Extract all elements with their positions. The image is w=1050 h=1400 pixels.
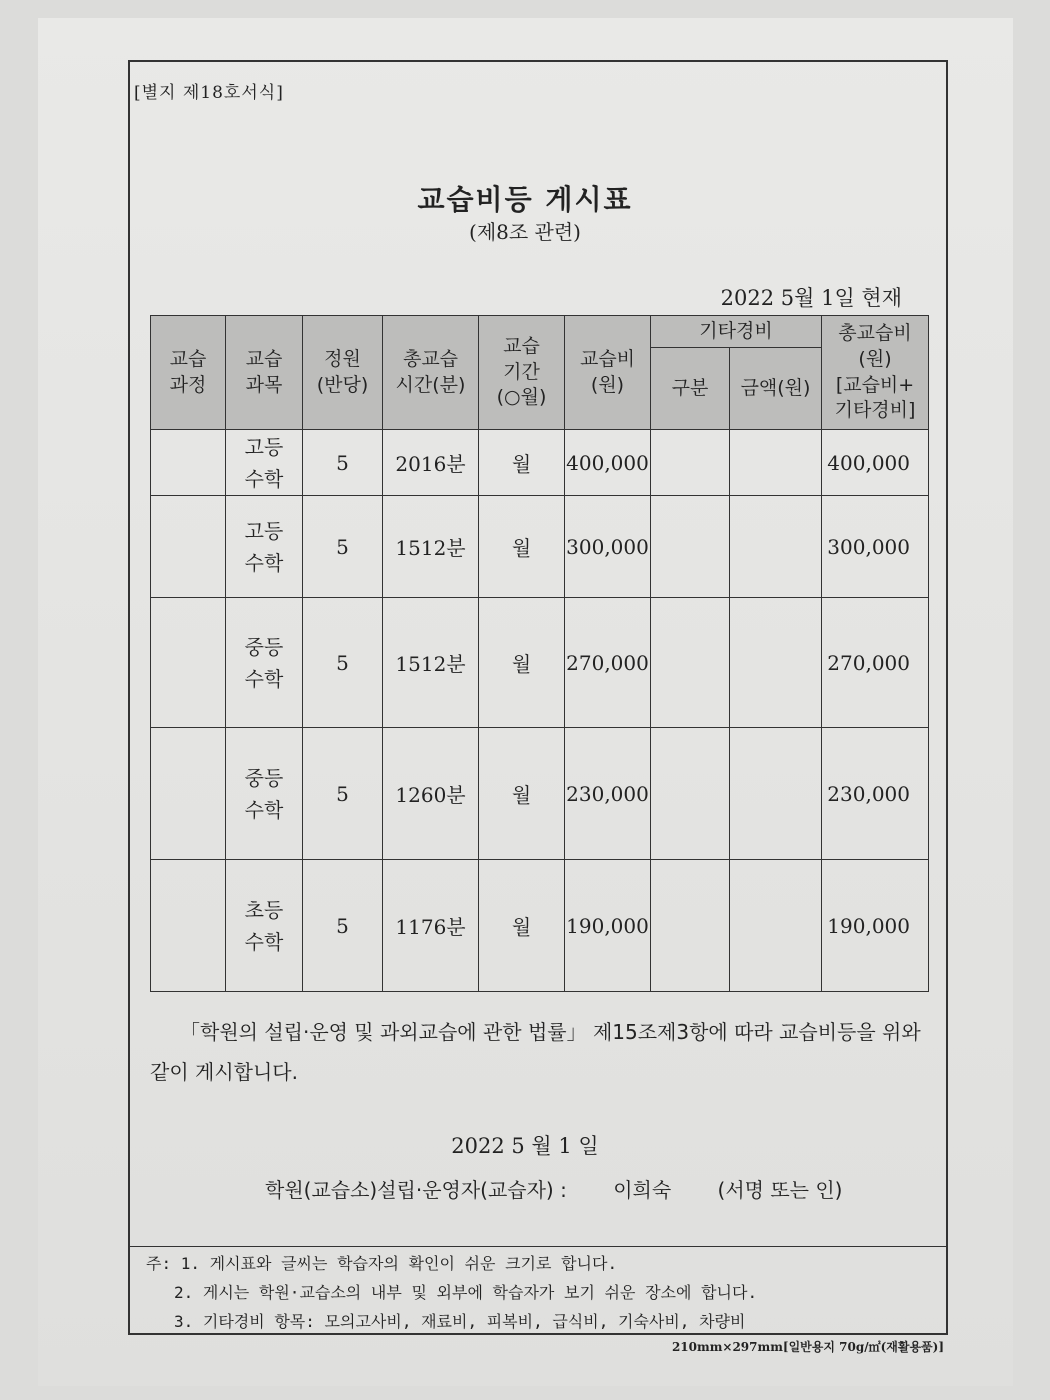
total-fee-cell: 190,000 bbox=[822, 860, 929, 992]
header-total-time: 총교습 시간(분) bbox=[383, 316, 479, 430]
signature-stamp-label: (서명 또는 인) bbox=[717, 1178, 843, 1202]
other-type-cell bbox=[651, 598, 730, 728]
total-time-cell: 2016분 bbox=[383, 430, 479, 496]
capacity-cell: 5 bbox=[303, 728, 383, 860]
posting-date: 2022 5 월 1 일 bbox=[451, 1134, 599, 1158]
signer-role: 학원(교습소)설립·운영자(교습자) : bbox=[265, 1178, 567, 1202]
subject-cell: 고등 수학 bbox=[226, 496, 303, 598]
other-amount-cell bbox=[730, 598, 822, 728]
header-course: 교습 과정 bbox=[151, 316, 226, 430]
fee-cell: 230,000 bbox=[565, 728, 651, 860]
other-type-cell bbox=[651, 430, 730, 496]
note-1: 주: 1. 게시표와 글씨는 학습자의 확인이 쉬운 크기로 합니다. bbox=[146, 1254, 618, 1273]
period-cell: 월 bbox=[479, 728, 565, 860]
total-fee-cell: 400,000 bbox=[822, 430, 929, 496]
total-fee-cell: 230,000 bbox=[822, 728, 929, 860]
course-cell bbox=[151, 728, 226, 860]
table-row bbox=[151, 430, 929, 496]
fee-cell: 300,000 bbox=[565, 496, 651, 598]
capacity-cell: 5 bbox=[303, 860, 383, 992]
table-row bbox=[151, 496, 929, 598]
total-fee-cell: 300,000 bbox=[822, 496, 929, 598]
total-fee-cell: 270,000 bbox=[822, 598, 929, 728]
header-period: 교습 기간 (○월) bbox=[479, 316, 565, 430]
signer-name: 이희숙 bbox=[613, 1178, 672, 1202]
fee-cell: 400,000 bbox=[565, 430, 651, 496]
capacity-cell: 5 bbox=[303, 496, 383, 598]
other-amount-cell bbox=[730, 860, 822, 992]
note-2: 2. 게시는 학원·교습소의 내부 및 외부에 학습자가 보기 쉬운 장소에 합니다. bbox=[174, 1282, 758, 1302]
course-cell bbox=[151, 598, 226, 728]
other-type-cell bbox=[651, 860, 730, 992]
header-fee: 교습비 (원) bbox=[565, 316, 651, 430]
subject-cell: 고등 수학 bbox=[226, 430, 303, 496]
header-other-type: 구분 bbox=[651, 348, 730, 430]
other-amount-cell bbox=[730, 430, 822, 496]
period-cell: 월 bbox=[479, 860, 565, 992]
subject-cell: 중등 수학 bbox=[226, 598, 303, 728]
notes bbox=[146, 1250, 757, 1336]
table-row bbox=[151, 728, 929, 860]
document-subtitle: (제8조 관련) bbox=[469, 220, 581, 244]
header-other-amount: 금액(원) bbox=[730, 348, 822, 430]
notes-divider bbox=[130, 1246, 946, 1247]
header-capacity: 정원 (반당) bbox=[303, 316, 383, 430]
other-type-cell bbox=[651, 728, 730, 860]
course-cell bbox=[151, 496, 226, 598]
as-of-date: 2022 5월 1일 현재 bbox=[720, 286, 902, 310]
form-label: [별지 제18호서식] bbox=[134, 83, 284, 103]
document-title: 교습비등 게시표 bbox=[417, 183, 633, 216]
other-amount-cell bbox=[730, 496, 822, 598]
course-cell bbox=[151, 860, 226, 992]
subject-cell: 중등 수학 bbox=[226, 728, 303, 860]
capacity-cell: 5 bbox=[303, 598, 383, 728]
period-cell: 월 bbox=[479, 430, 565, 496]
total-time-cell: 1260분 bbox=[383, 728, 479, 860]
header-subject: 교습 과목 bbox=[226, 316, 303, 430]
course-cell bbox=[151, 430, 226, 496]
total-time-cell: 1176분 bbox=[383, 860, 479, 992]
total-time-cell: 1512분 bbox=[383, 496, 479, 598]
fee-cell: 270,000 bbox=[565, 598, 651, 728]
note-3: 3. 기타경비 항목: 모의고사비, 재료비, 피복비, 급식비, 기숙사비, 차량비 bbox=[174, 1311, 746, 1331]
other-amount-cell bbox=[730, 728, 822, 860]
table-row bbox=[151, 860, 929, 992]
other-type-cell bbox=[651, 496, 730, 598]
header-other-expenses: 기타경비 bbox=[651, 316, 822, 348]
capacity-cell: 5 bbox=[303, 430, 383, 496]
fee-table bbox=[150, 315, 929, 992]
period-cell: 월 bbox=[479, 598, 565, 728]
fee-cell: 190,000 bbox=[565, 860, 651, 992]
total-time-cell: 1512분 bbox=[383, 598, 479, 728]
header-total-fee: 총교습비 (원) [교습비+ 기타경비] bbox=[822, 316, 929, 430]
legal-statement: 「학원의 설립·운영 및 과외교습에 관한 법률」 제15조제3항에 따라 교습비등을 위와 같이 게시합니다. bbox=[150, 1020, 921, 1084]
paper-spec: 210mm×297mm[일반용지 70g/㎡(재활용품)] bbox=[671, 1340, 944, 1354]
subject-cell: 초등 수학 bbox=[226, 860, 303, 992]
table-row bbox=[151, 598, 929, 728]
period-cell: 월 bbox=[479, 496, 565, 598]
signature-line bbox=[265, 1174, 842, 1203]
